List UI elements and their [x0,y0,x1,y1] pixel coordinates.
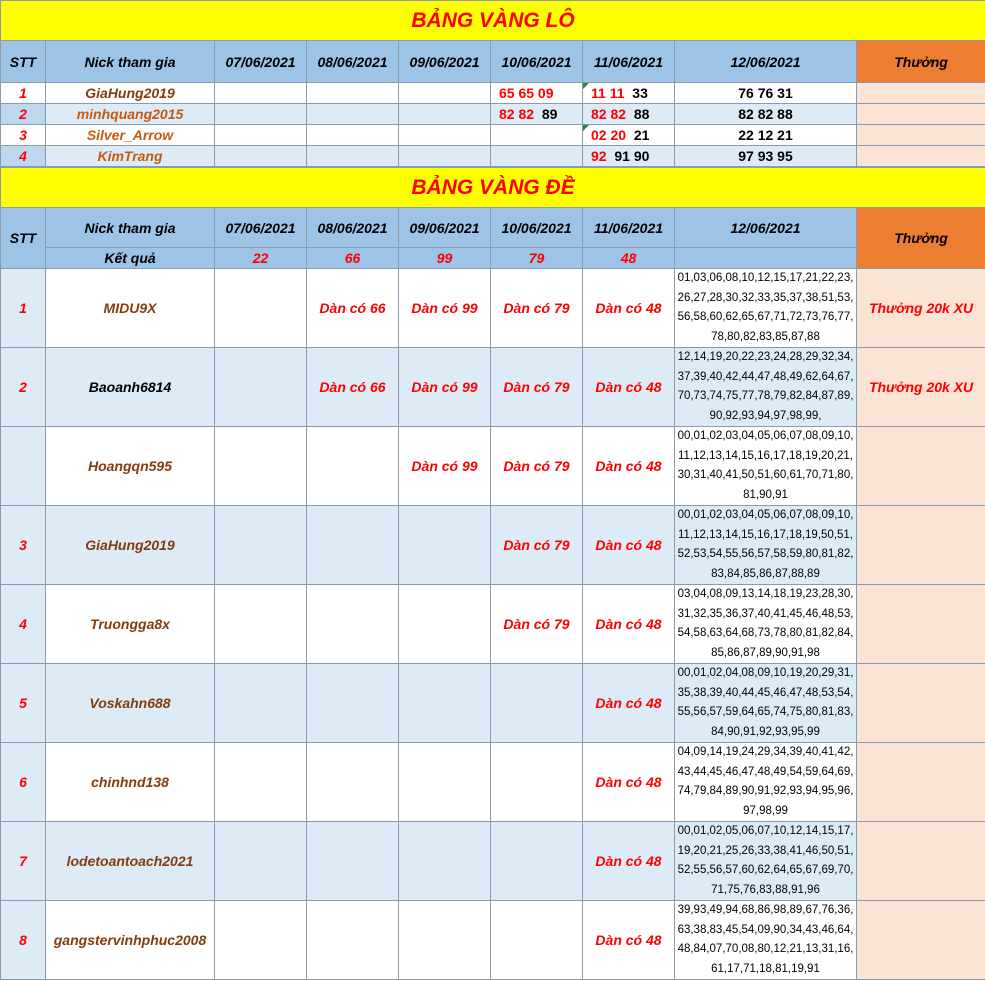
dan-cell: Dàn có 48 [583,822,675,901]
dan-cell [307,743,399,822]
dan-cell: Dàn có 79 [491,427,583,506]
empty-cell [215,901,307,980]
lo-red-numbers: 11 11 [591,85,625,101]
nick-cell: gangstervinhphuc2008 [46,901,215,980]
empty-cell [215,427,307,506]
nick-cell: Hoangqn595 [46,427,215,506]
lo-red-numbers: 82 82 [591,106,627,122]
dan-cell: Dàn có 79 [491,585,583,664]
de-title: BẢNG VÀNG ĐỀ [1,168,985,208]
empty-cell [215,125,307,146]
empty-cell [215,506,307,585]
empty-cell [307,125,399,146]
dan-cell: Dàn có 79 [491,269,583,348]
nick-cell: Truongga8x [46,585,215,664]
empty-cell [399,125,491,146]
dan-cell: Dàn có 79 [491,348,583,427]
de-header-stt: STT [1,208,46,269]
empty-cell [215,585,307,664]
reward-cell [857,146,985,167]
empty-cell [215,822,307,901]
result-label: Kết quả [46,248,215,269]
lo-cell-11 [583,146,675,167]
lo-cell-12: 22 12 21 [675,125,857,146]
table-row [1,83,985,104]
dan-cell [491,743,583,822]
dan-cell [491,664,583,743]
reward-cell: Thưởng 20k XU [857,348,985,427]
lo-header-nick: Nick tham gia [46,41,215,83]
dan-cell: Dàn có 66 [307,269,399,348]
empty-cell [399,146,491,167]
dan-cell [307,427,399,506]
lo-cell-11 [583,83,675,104]
lo-cell-11 [583,104,675,125]
lo-header-date: 08/06/2021 [307,41,399,83]
de-header-date: 10/06/2021 [491,208,583,248]
table-row [1,743,985,822]
lo-cell-12: 76 76 31 [675,83,857,104]
stt-cell: 4 [1,146,46,167]
lo-red-numbers: 65 65 09 [499,85,554,101]
dan-cell [399,664,491,743]
empty-cell [215,664,307,743]
empty-cell [399,104,491,125]
empty-cell [307,104,399,125]
nick-cell: GiaHung2019 [46,83,215,104]
nick-cell: Baoanh6814 [46,348,215,427]
dan-cell [491,822,583,901]
empty-cell [307,83,399,104]
table-row [1,269,985,348]
dan-cell [491,901,583,980]
dan-cell: Dàn có 99 [399,348,491,427]
result-value: 48 [583,248,675,269]
empty-cell [307,146,399,167]
lo-cell-12: 82 82 88 [675,104,857,125]
lo-header-stt: STT [1,41,46,83]
result-value: 66 [307,248,399,269]
de-header-nick: Nick tham gia [46,208,215,248]
nick-cell: lodetoantoach2021 [46,822,215,901]
stt-cell: 2 [1,348,46,427]
reward-cell [857,585,985,664]
lo-red-numbers: 02 20 [591,127,627,143]
empty-cell [215,83,307,104]
lo-table [0,0,985,167]
dan-cell: Dàn có 48 [583,664,675,743]
empty-cell [215,743,307,822]
table-row [1,348,985,427]
stt-cell: 2 [1,104,46,125]
numbers-cell: 03,04,08,09,13,14,18,19,23,28,30,31,32,35,36,37,40,41,45,46,48,53,54,58,63,64,68,73,78,80,81,82,84,85,86,87,89,90,91,98 [675,585,857,664]
dan-cell [399,822,491,901]
numbers-cell: 00,01,02,04,08,09,10,19,20,29,31,35,38,39,40,44,45,46,47,48,53,54,55,56,57,59,64,65,74,75,80,81,83,84,90,91,92,93,95,99 [675,664,857,743]
dan-cell: Dàn có 99 [399,269,491,348]
table-row [1,585,985,664]
nick-cell: Silver_Arrow [46,125,215,146]
dan-cell [307,822,399,901]
dan-cell [399,743,491,822]
reward-cell [857,427,985,506]
dan-cell [307,585,399,664]
numbers-cell: 00,01,02,05,06,07,10,12,14,15,17,19,20,21,25,26,33,38,41,46,50,51,52,55,56,57,60,62,64,65,67,69,70,71,75,76,83,88,91,96 [675,822,857,901]
reward-cell [857,125,985,146]
table-row [1,664,985,743]
de-header-reward: Thưởng [857,208,985,269]
dan-cell [307,506,399,585]
lo-header-date: 09/06/2021 [399,41,491,83]
dan-cell [307,901,399,980]
result-value: 22 [215,248,307,269]
stt-cell: 3 [1,125,46,146]
table-row [1,125,985,146]
de-table [0,167,985,980]
stt-cell: 4 [1,585,46,664]
empty-cell [215,269,307,348]
table-row [1,104,985,125]
dan-cell [399,506,491,585]
stt-cell [1,427,46,506]
lo-cell-10 [491,83,583,104]
lo-red-numbers: 82 82 [499,106,535,122]
table-row [1,822,985,901]
nick-cell: minhquang2015 [46,104,215,125]
table-row [1,146,985,167]
reward-cell: Thưởng 20k XU [857,269,985,348]
result-value: 99 [399,248,491,269]
de-header-date: 08/06/2021 [307,208,399,248]
nick-cell: Voskahn688 [46,664,215,743]
lo-black-numbers: 88 [633,106,650,122]
nick-cell: GiaHung2019 [46,506,215,585]
empty-cell [491,125,583,146]
stt-cell: 8 [1,901,46,980]
empty-cell [399,83,491,104]
dan-cell: Dàn có 48 [583,427,675,506]
lo-cell-12: 97 93 95 [675,146,857,167]
numbers-cell: 01,03,06,08,10,12,15,17,21,22,23,26,27,28,30,32,33,35,37,38,51,53,56,58,60,62,65,67,71,72,73,76,77,78,80,82,83,85,87,88 [675,269,857,348]
dan-cell: Dàn có 66 [307,348,399,427]
reward-cell [857,83,985,104]
lo-cell-11 [583,125,675,146]
reward-cell [857,506,985,585]
numbers-cell: 00,01,02,03,04,05,06,07,08,09,10,11,12,13,14,15,16,17,18,19,50,51,52,53,54,55,56,57,58,59,80,81,82,83,84,85,86,87,88,89 [675,506,857,585]
de-header-date: 11/06/2021 [583,208,675,248]
empty-cell [215,146,307,167]
table-row [1,506,985,585]
lo-black-numbers: 91 90 [614,148,650,164]
dan-cell: Dàn có 48 [583,585,675,664]
empty-cell [491,146,583,167]
reward-cell [857,822,985,901]
numbers-cell: 04,09,14,19,24,29,34,39,40,41,42,43,44,45,46,47,48,49,54,59,64,69,74,79,84,89,90,91,92,93,94,95,96,97,98,99 [675,743,857,822]
nick-cell: MIDU9X [46,269,215,348]
numbers-cell: 39,93,49,94,68,86,98,89,67,76,36,63,38,83,45,54,09,90,34,43,46,64,48,84,07,70,08,80,12,21,13,31,16,61,17,71,18,81,19,91 [675,901,857,980]
stt-cell: 3 [1,506,46,585]
stt-cell: 5 [1,664,46,743]
table-row [1,901,985,980]
table-row [1,427,985,506]
dan-cell: Dàn có 79 [491,506,583,585]
empty-cell [215,104,307,125]
result-value: 79 [491,248,583,269]
de-header-date: 07/06/2021 [215,208,307,248]
nick-cell: KimTrang [46,146,215,167]
lo-header-date: 12/06/2021 [675,41,857,83]
dan-cell: Dàn có 48 [583,348,675,427]
dan-cell [399,585,491,664]
reward-cell [857,104,985,125]
result-value [675,248,857,269]
stt-cell: 1 [1,269,46,348]
lo-header-date: 07/06/2021 [215,41,307,83]
nick-cell: chinhnd138 [46,743,215,822]
reward-cell [857,901,985,980]
lo-title: BẢNG VÀNG LÔ [1,1,985,41]
lo-black-numbers: 89 [541,106,558,122]
dan-cell: Dàn có 48 [583,901,675,980]
reward-cell [857,743,985,822]
lo-header-date: 10/06/2021 [491,41,583,83]
dan-cell: Dàn có 48 [583,269,675,348]
reward-cell [857,664,985,743]
lo-header-reward: Thưởng [857,41,985,83]
lo-red-numbers: 92 [591,148,607,164]
stt-cell: 1 [1,83,46,104]
stt-cell: 7 [1,822,46,901]
de-header-date: 09/06/2021 [399,208,491,248]
lo-header-date: 11/06/2021 [583,41,675,83]
dan-cell [399,901,491,980]
dan-cell [307,664,399,743]
dan-cell: Dàn có 99 [399,427,491,506]
numbers-cell: 00,01,02,03,04,05,06,07,08,09,10,11,12,13,14,15,16,17,18,19,20,21,30,31,40,41,50,51,60,61,70,71,80,81,90,91 [675,427,857,506]
stt-cell: 6 [1,743,46,822]
numbers-cell: 12,14,19,20,22,23,24,28,29,32,34,37,39,40,42,44,47,48,49,62,64,67,70,73,74,75,77,78,79,82,84,87,89,90,92,93,94,97,98,99, [675,348,857,427]
de-header-date: 12/06/2021 [675,208,857,248]
lo-black-numbers: 21 [633,127,650,143]
empty-cell [215,348,307,427]
dan-cell: Dàn có 48 [583,506,675,585]
lo-cell-10 [491,104,583,125]
dan-cell: Dàn có 48 [583,743,675,822]
lo-black-numbers: 33 [632,85,648,101]
